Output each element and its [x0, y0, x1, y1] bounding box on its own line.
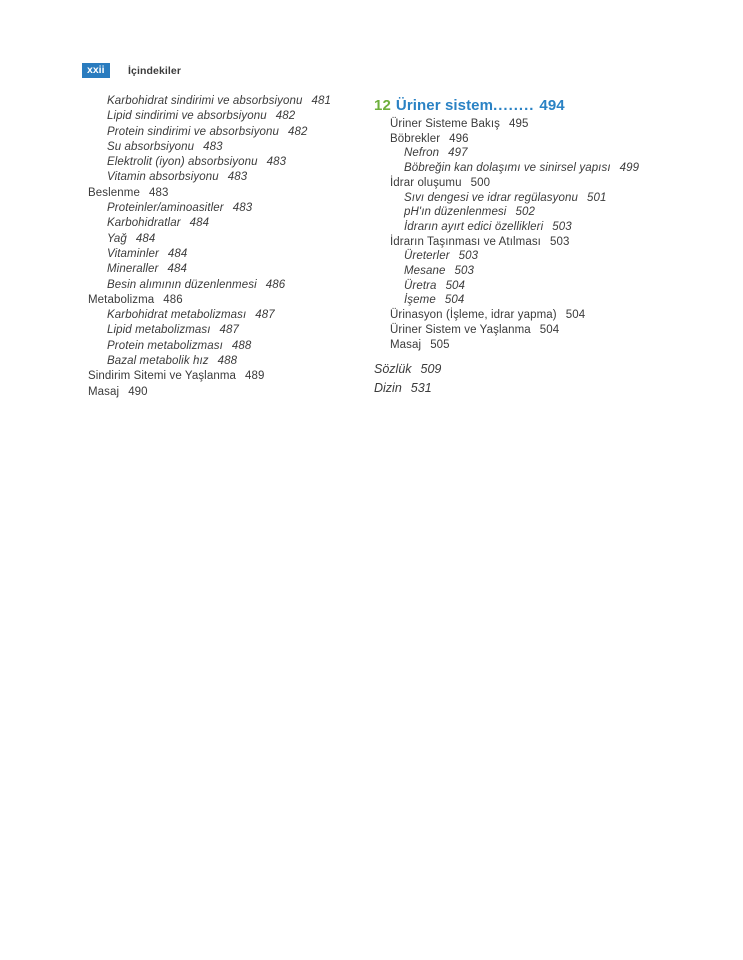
toc-left-column — [88, 94, 388, 400]
toc-entry-label: Karbohidratlar — [107, 217, 181, 230]
toc-entry-page-number: 504 — [445, 279, 466, 292]
toc-entry-page-number: 503 — [552, 220, 572, 233]
toc-entry-label: Üretra — [404, 279, 437, 292]
page-number-badge: xxii — [82, 63, 110, 78]
toc-entry-label: Protein metabolizması — [107, 339, 223, 352]
toc-entry-page-number: 486 — [163, 293, 183, 306]
toc-entry-page-number: 503 — [454, 265, 475, 278]
toc-entry — [88, 140, 388, 155]
toc-entry-label: Bazal metabolik hız — [107, 355, 209, 368]
toc-entry-page-number: 509 — [420, 362, 442, 376]
toc-entry — [374, 360, 441, 379]
toc-entry-label: pH'ın düzenlenmesi — [404, 206, 507, 219]
toc-entry-page-number: 504 — [444, 294, 465, 307]
toc-right-column — [374, 97, 714, 352]
toc-entry — [88, 339, 388, 354]
toc-entry-label: Üriner Sistem ve Yaşlanma — [390, 323, 531, 336]
toc-entry-label: Masaj — [88, 385, 120, 398]
chapter-page-number: 494 — [539, 97, 565, 114]
toc-entry-label: Yağ — [107, 232, 127, 245]
running-header-title: İçindekiler — [128, 65, 182, 77]
toc-entry — [374, 146, 714, 161]
toc-entry-label: Besin alımının düzenlenmesi — [107, 278, 257, 291]
toc-entry-page-number: 483 — [148, 186, 169, 199]
toc-entry-page-number: 503 — [458, 250, 479, 263]
toc-entry-label: Lipid sindirimi ve absorbsiyonu — [107, 110, 267, 123]
toc-entry — [88, 369, 388, 384]
toc-entry — [88, 354, 388, 369]
toc-entry-label: Böbrekler — [390, 132, 441, 145]
toc-entry-page-number: 484 — [167, 247, 188, 260]
toc-entry-page-number: 501 — [586, 191, 607, 204]
toc-entry — [374, 279, 714, 294]
toc-entry-label: İdrarın ayırt edici özellikleri — [404, 220, 544, 233]
toc-entry — [88, 216, 388, 231]
toc-entry-page-number: 484 — [167, 263, 187, 276]
toc-entry — [374, 338, 714, 353]
toc-entry-label: Üreterler — [404, 250, 450, 263]
toc-entry-label: Ürinasyon (İşleme, idrar yapma) — [390, 309, 557, 322]
toc-entry-label: Beslenme — [88, 186, 140, 199]
chapter-heading — [374, 97, 714, 114]
toc-entry-page-number: 483 — [227, 171, 248, 184]
toc-entry-label: Üriner Sisteme Bakış — [390, 118, 501, 130]
toc-entry — [88, 308, 388, 323]
toc-entry — [374, 323, 714, 338]
chapter-leader-dots: ........ — [493, 97, 535, 114]
toc-entry — [374, 161, 714, 176]
toc-entry-page-number: 502 — [515, 206, 535, 219]
toc-entry-label: Dizin — [374, 381, 402, 395]
toc-entry-label: Mesane — [404, 265, 446, 278]
toc-entry — [374, 264, 714, 279]
toc-entry-page-number: 481 — [311, 95, 331, 107]
toc-entry-label: İdrarın Taşınması ve Atılması — [390, 235, 541, 248]
toc-entry-label: Sözlük — [374, 362, 412, 376]
toc-entry-page-number: 497 — [448, 147, 468, 160]
toc-entry-page-number: 495 — [509, 118, 529, 130]
toc-entry-page-number: 500 — [470, 176, 491, 189]
toc-entry — [374, 293, 714, 308]
toc-entry — [88, 247, 388, 262]
toc-entry — [374, 220, 714, 235]
chapter-number: 12 — [374, 97, 391, 114]
toc-entry — [88, 278, 388, 293]
toc-entry-label: Sindirim Sitemi ve Yaşlanma — [88, 370, 236, 383]
toc-entry-label: Masaj — [390, 338, 422, 351]
chapter-title: Üriner sistem — [395, 97, 494, 114]
toc-entry-page-number: 496 — [449, 132, 469, 145]
toc-entry — [88, 232, 388, 247]
toc-entry-page-number: 482 — [275, 110, 296, 123]
toc-entry-label: Lipid metabolizması — [107, 324, 211, 337]
toc-entry-label: Karbohidrat metabolizması — [107, 309, 247, 322]
toc-entry-page-number: 487 — [255, 309, 275, 322]
toc-entry — [88, 125, 388, 140]
toc-entry — [374, 379, 441, 398]
toc-entry — [88, 109, 388, 124]
toc-entry — [88, 94, 388, 109]
toc-entry-label: Vitaminler — [107, 247, 159, 260]
toc-entry-label: Su absorbsiyonu — [107, 140, 195, 153]
toc-entry-label: Sıvı dengesi ve idrar regülasyonu — [404, 191, 578, 204]
toc-entry-page-number: 484 — [135, 232, 156, 245]
toc-entry-page-number: 499 — [619, 162, 640, 175]
toc-entry-label: Metabolizma — [88, 293, 155, 306]
toc-entry-page-number: 503 — [549, 235, 570, 248]
toc-entry-label: Karbohidrat sindirimi ve absorbsiyonu — [107, 95, 303, 107]
toc-entry — [88, 323, 388, 338]
toc-entry-page-number: 484 — [189, 217, 210, 230]
toc-entry-page-number: 488 — [217, 355, 238, 368]
toc-entry — [374, 249, 714, 264]
toc-entry-page-number: 504 — [565, 309, 586, 322]
toc-entry — [88, 201, 388, 216]
toc-entry-label: İşeme — [404, 294, 436, 307]
chapter-entry-list — [374, 117, 714, 352]
toc-entry — [374, 205, 714, 220]
toc-entry-page-number: 483 — [232, 202, 253, 215]
toc-entry-page-number: 486 — [265, 278, 286, 291]
toc-entry-page-number: 482 — [288, 125, 308, 138]
toc-entry-page-number: 489 — [245, 370, 265, 383]
toc-entry-page-number: 490 — [128, 385, 148, 398]
toc-entry-label: Proteinler/aminoasitler — [107, 202, 224, 215]
toc-entry — [374, 235, 714, 250]
toc-entry — [88, 155, 388, 170]
backmatter-list — [374, 360, 441, 398]
toc-entry-page-number: 483 — [266, 156, 287, 169]
toc-entry-page-number: 488 — [231, 339, 252, 352]
toc-entry — [374, 308, 714, 323]
toc-entry-label: Mineraller — [107, 263, 159, 276]
toc-entry-page-number: 504 — [539, 323, 560, 336]
toc-entry-label: Elektrolit (iyon) absorbsiyonu — [107, 156, 258, 169]
toc-entry-label: Nefron — [404, 147, 440, 160]
toc-entry-label: Böbreğin kan dolaşımı ve sinirsel yapısı — [404, 162, 611, 175]
toc-entry — [374, 132, 714, 147]
toc-entry — [88, 385, 388, 400]
toc-entry-page-number: 505 — [430, 338, 450, 351]
toc-entry — [88, 186, 388, 201]
toc-entry — [88, 262, 388, 277]
toc-entry-label: Vitamin absorbsiyonu — [107, 171, 219, 184]
toc-entry — [88, 293, 388, 308]
toc-entry-label: İdrar oluşumu — [390, 176, 462, 189]
toc-entry-page-number: 483 — [203, 140, 223, 153]
toc-entry — [374, 117, 714, 132]
toc-entry — [374, 191, 714, 206]
toc-entry — [374, 176, 714, 191]
toc-entry-page-number: 531 — [410, 381, 432, 395]
toc-entry-page-number: 487 — [219, 324, 240, 337]
toc-entry — [88, 170, 388, 185]
toc-entry-label: Protein sindirimi ve absorbsiyonu — [107, 125, 280, 138]
